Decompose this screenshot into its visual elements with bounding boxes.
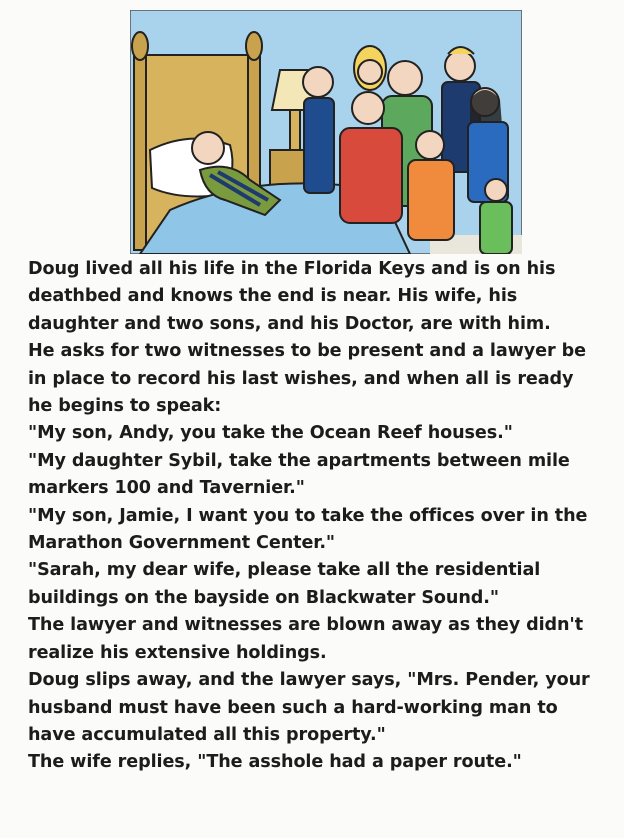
story-line: "My son, Andy, you take the Ocean Reef houses." [28, 423, 513, 444]
story-line: "My son, Jamie, I want you to take the offices over in the [28, 505, 588, 526]
story-line: He asks for two witnesses to be present and a lawyer be [28, 341, 586, 362]
story-line: buildings on the bayside on Blackwater Sound." [28, 587, 499, 608]
story-line: markers 100 and Tavernier." [28, 478, 305, 499]
story-line: The wife replies, "The asshole had a paper route." [28, 752, 522, 773]
story-text [28, 256, 618, 777]
story-line: have accumulated all this property." [28, 724, 386, 745]
story-line: Doug slips away, and the lawyer says, "Mrs. Pender, your [28, 670, 590, 691]
story-line: "Sarah, my dear wife, please take all the residential [28, 560, 541, 581]
cartoon-illustration [130, 10, 522, 254]
story-line: Marathon Government Center." [28, 533, 335, 554]
story-line: he begins to speak: [28, 396, 222, 417]
story-line: husband must have been such a hard-working man to [28, 697, 558, 718]
story-line: "My daughter Sybil, take the apartments between mile [28, 450, 570, 471]
story-line: deathbed and knows the end is near. His wife, his [28, 286, 518, 307]
story-line: in place to record his last wishes, and when all is ready [28, 368, 574, 389]
deathbed-family-cartoon-icon [130, 10, 522, 254]
story-line: realize his extensive holdings. [28, 642, 327, 663]
story-line: daughter and two sons, and his Doctor, are with him. [28, 313, 551, 334]
story-line: The lawyer and witnesses are blown away as they didn't [28, 615, 584, 636]
story-line: Doug lived all his life in the Florida Keys and is on his [28, 259, 556, 279]
